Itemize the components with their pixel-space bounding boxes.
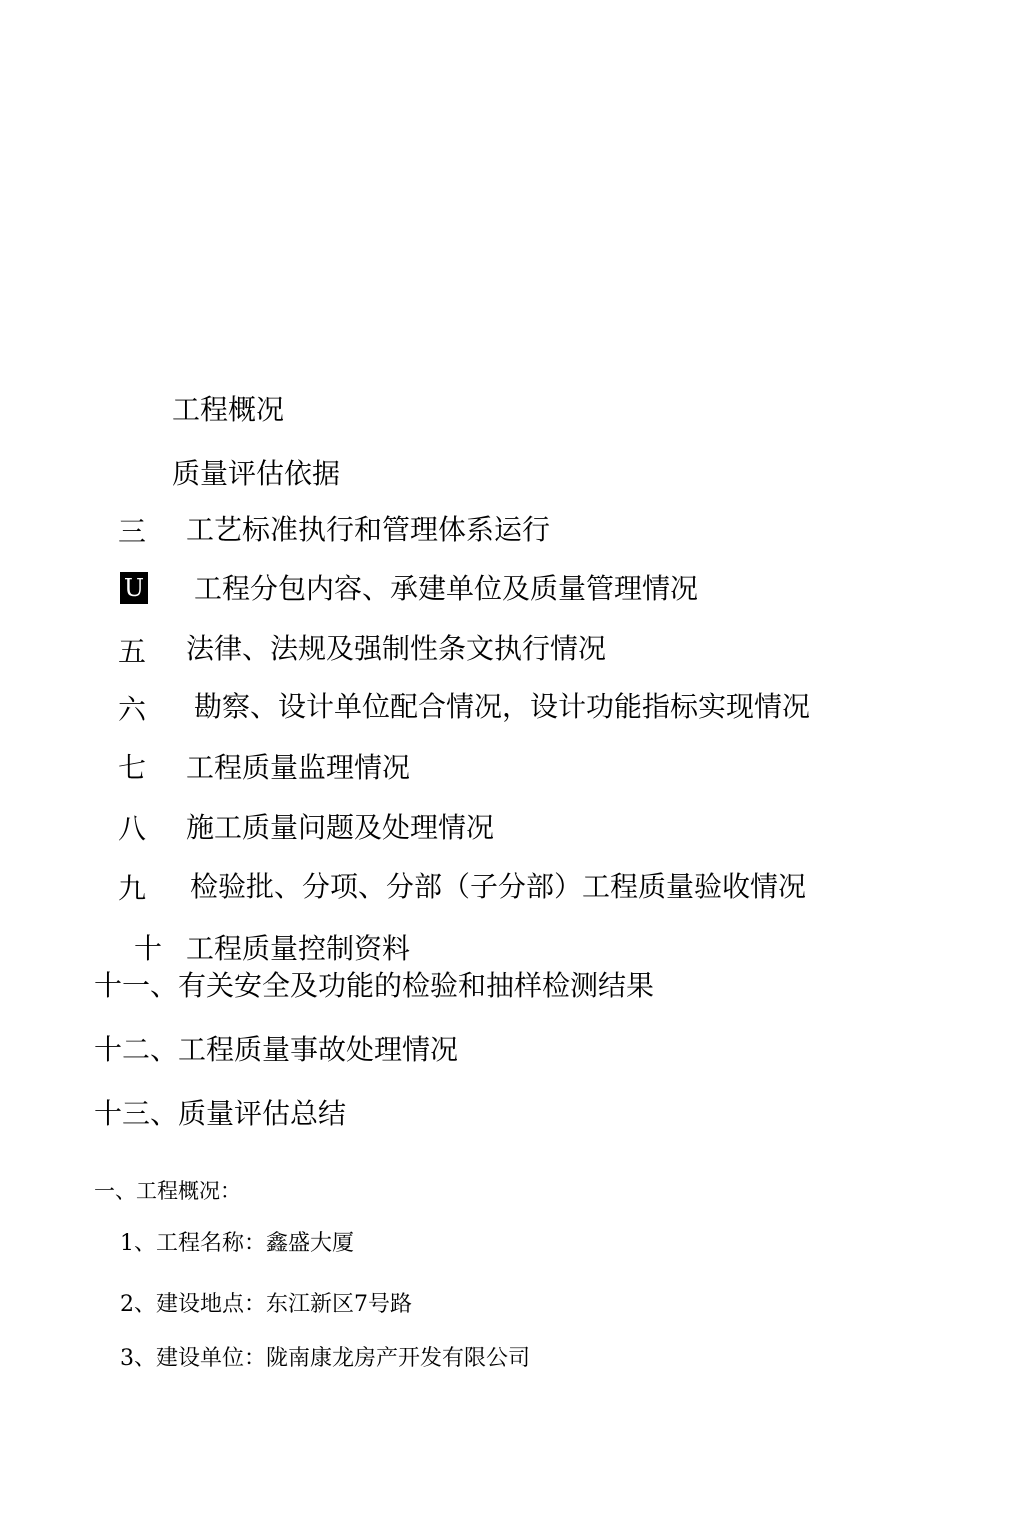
toc-item-11-title: 十一、有关安全及功能的检验和抽样检测结果 bbox=[94, 969, 655, 1002]
detail-construction-site: 2、建设地点：东江新区7号路 bbox=[120, 1292, 412, 1317]
toc-item-6-title: 勘察、设计单位配合情况，设计功能指标实现情况 bbox=[194, 690, 811, 723]
toc-item-7-title: 工程质量监理情况 bbox=[186, 751, 411, 784]
toc-item-13-title: 十三、质量评估总结 bbox=[94, 1097, 347, 1130]
toc-item-3-number: 三 bbox=[118, 515, 147, 548]
toc-item-2-title: 质量评估依据 bbox=[172, 457, 341, 490]
toc-item-10-title: 工程质量控制资料 bbox=[186, 932, 411, 965]
detail-construction-unit: 3、建设单位：陇南康龙房产开发有限公司 bbox=[120, 1346, 530, 1371]
toc-item-8-title: 施工质量问题及处理情况 bbox=[186, 811, 495, 844]
toc-item-9-title: 检验批、分项、分部（子分部）工程质量验收情况 bbox=[190, 870, 807, 903]
detail-project-name: 1、工程名称：鑫盛大厦 bbox=[120, 1231, 354, 1256]
toc-item-4-title: 工程分包内容、承建单位及质量管理情况 bbox=[194, 572, 699, 605]
toc-item-3-title: 工艺标准执行和管理体系运行 bbox=[186, 513, 551, 546]
toc-item-4-number: U bbox=[120, 572, 148, 604]
toc-item-9-number: 九 bbox=[118, 872, 147, 905]
toc-item-5-number: 五 bbox=[118, 635, 147, 668]
section-heading: 一、工程概况： bbox=[94, 1179, 241, 1203]
toc-item-12-title: 十二、工程质量事故处理情况 bbox=[94, 1033, 459, 1066]
toc-item-10-number: 十 bbox=[134, 932, 163, 965]
toc-item-7-number: 七 bbox=[118, 751, 147, 784]
toc-item-1-title: 工程概况 bbox=[172, 393, 285, 426]
toc-item-6-number: 六 bbox=[118, 693, 147, 726]
toc-item-8-number: 八 bbox=[118, 812, 147, 845]
toc-item-5-title: 法律、法规及强制性条文执行情况 bbox=[186, 632, 607, 665]
